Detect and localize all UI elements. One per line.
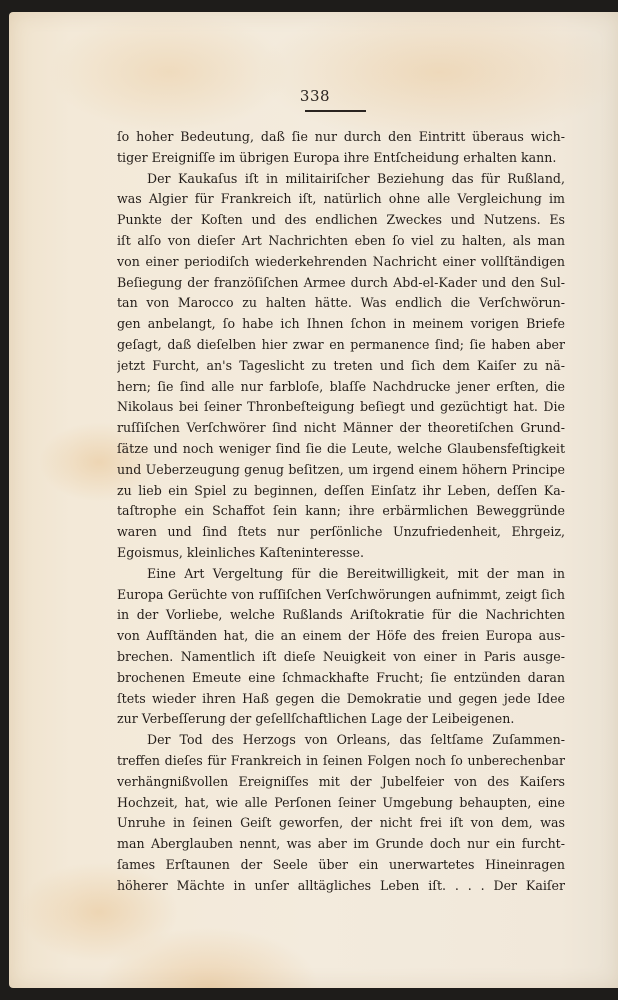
page-number-rule: [305, 110, 366, 112]
text-line: in der Vorliebe, welche Rußlands Ariſtokratie für die Nachrichten: [117, 607, 565, 623]
text-line: Egoismus, kleinliches Kaſteninteresse.: [117, 544, 364, 560]
text-line: geſagt, daß dieſelben hier zwar en permanence ſind; ſie haben aber: [117, 336, 565, 352]
text-line: höherer Mächte in unſer alltägliches Leben iſt. . . . Der Kaiſer: [117, 877, 565, 893]
text-line: was Algier für Frankreich iſt, natürlich ohne alle Vergleichung im: [117, 191, 565, 207]
text-line: zur Verbeſſerung der geſellſchaftlichen Lage der Leibeigenen.: [117, 711, 515, 727]
text-line: Der Kaukaſus iſt in militairiſcher Beziehung das für Rußland,: [147, 170, 565, 186]
text-line: Der Tod des Herzogs von Orleans, das ſeltſame Zuſammen-: [147, 732, 565, 748]
text-line: Nikolaus bei ſeiner Thronbeſteigung beſiegt und gezüchtigt hat. Die: [117, 399, 565, 415]
text-line: tan von Marocco zu halten hätte. Was endlich die Verſchwörun-: [117, 295, 565, 311]
page-number: 338: [299, 87, 331, 105]
text-line: tiger Ereigniſſe im übrigen Europa ihre Entſcheidung erhalten kann.: [117, 149, 557, 165]
text-line: von einer periodiſch wiederkehrenden Nachricht einer vollſtändigen: [117, 253, 565, 269]
text-line: Beſiegung der franzöſiſchen Armee durch Abd-el-Kader und den Sul-: [117, 274, 565, 290]
text-line: waren und ſind ſtets nur perſönliche Unzufriedenheit, Ehrgeiz,: [117, 524, 565, 540]
text-line: verhängnißvollen Ereigniſſes mit der Jubelfeier von des Kaiſers: [117, 773, 565, 789]
text-line: von Aufſtänden hat, die an einem der Höfe des freien Europa aus-: [117, 628, 565, 644]
text-line: Punkte der Koſten und des endlichen Zweckes und Nutzens. Es: [117, 212, 565, 228]
text-line: jetzt Furcht, an's Tageslicht zu treten und ſich dem Kaiſer zu nä-: [117, 357, 565, 373]
text-line: Eine Art Vergeltung für die Bereitwilligkeit, mit der man in: [147, 565, 565, 581]
text-line: brechen. Namentlich iſt dieſe Neuigkeit von einer in Paris ausge-: [117, 648, 565, 664]
text-line: zu lieb ein Spiel zu beginnen, deſſen Einſatz ihr Leben, deſſen Ka-: [117, 482, 565, 498]
body-text: [117, 127, 565, 896]
text-line: Unruhe in ſeinen Geiſt geworfen, der nicht frei iſt von dem, was: [117, 815, 565, 831]
text-line: ſtets wieder ihren Haß gegen die Demokratie und gegen jede Idee: [117, 690, 565, 706]
text-line: treffen dieſes für Frankreich in ſeinen Folgen noch ſo unberechenbar: [117, 752, 565, 768]
book-page: [9, 12, 618, 988]
text-line: ſames Erſtaunen der Seele über ein unerwartetes Hineinragen: [117, 856, 565, 872]
text-line: taſtrophe ein Schaffot ſein kann; ihre erbärmlichen Beweggründe: [117, 503, 565, 519]
text-line: brochenen Emeute eine ſchmackhafte Frucht; ſie entzünden daran: [117, 669, 565, 685]
text-line: hern; ſie ſind alle nur farbloſe, blaſſe Nachdrucke jener erſten, die: [117, 378, 565, 394]
text-line: ſätze und noch weniger ſind ſie die Leute, welche Glaubensfeſtigkeit: [117, 440, 565, 456]
text-line: Hochzeit, hat, wie alle Perſonen ſeiner Umgebung behaupten, eine: [117, 794, 565, 810]
text-line: man Aberglauben nennt, was aber im Grunde doch nur ein furcht-: [117, 836, 565, 852]
text-line: ſo hoher Bedeutung, daß ſie nur durch den Eintritt überaus wich-: [117, 129, 565, 144]
text-line: Europa Gerüchte von ruſſiſchen Verſchwörungen aufnimmt, zeigt ſich: [117, 586, 565, 602]
text-line: ruſſiſchen Verſchwörer ſind nicht Männer der theoretiſchen Grund-: [117, 420, 565, 436]
text-line: und Ueberzeugung genug beſitzen, um irgend einem höhern Principe: [117, 461, 565, 477]
text-line: iſt alſo von dieſer Art Nachrichten eben ſo viel zu halten, als man: [117, 232, 565, 248]
text-line: gen anbelangt, ſo habe ich Ihnen ſchon in meinem vorigen Briefe: [117, 316, 565, 332]
